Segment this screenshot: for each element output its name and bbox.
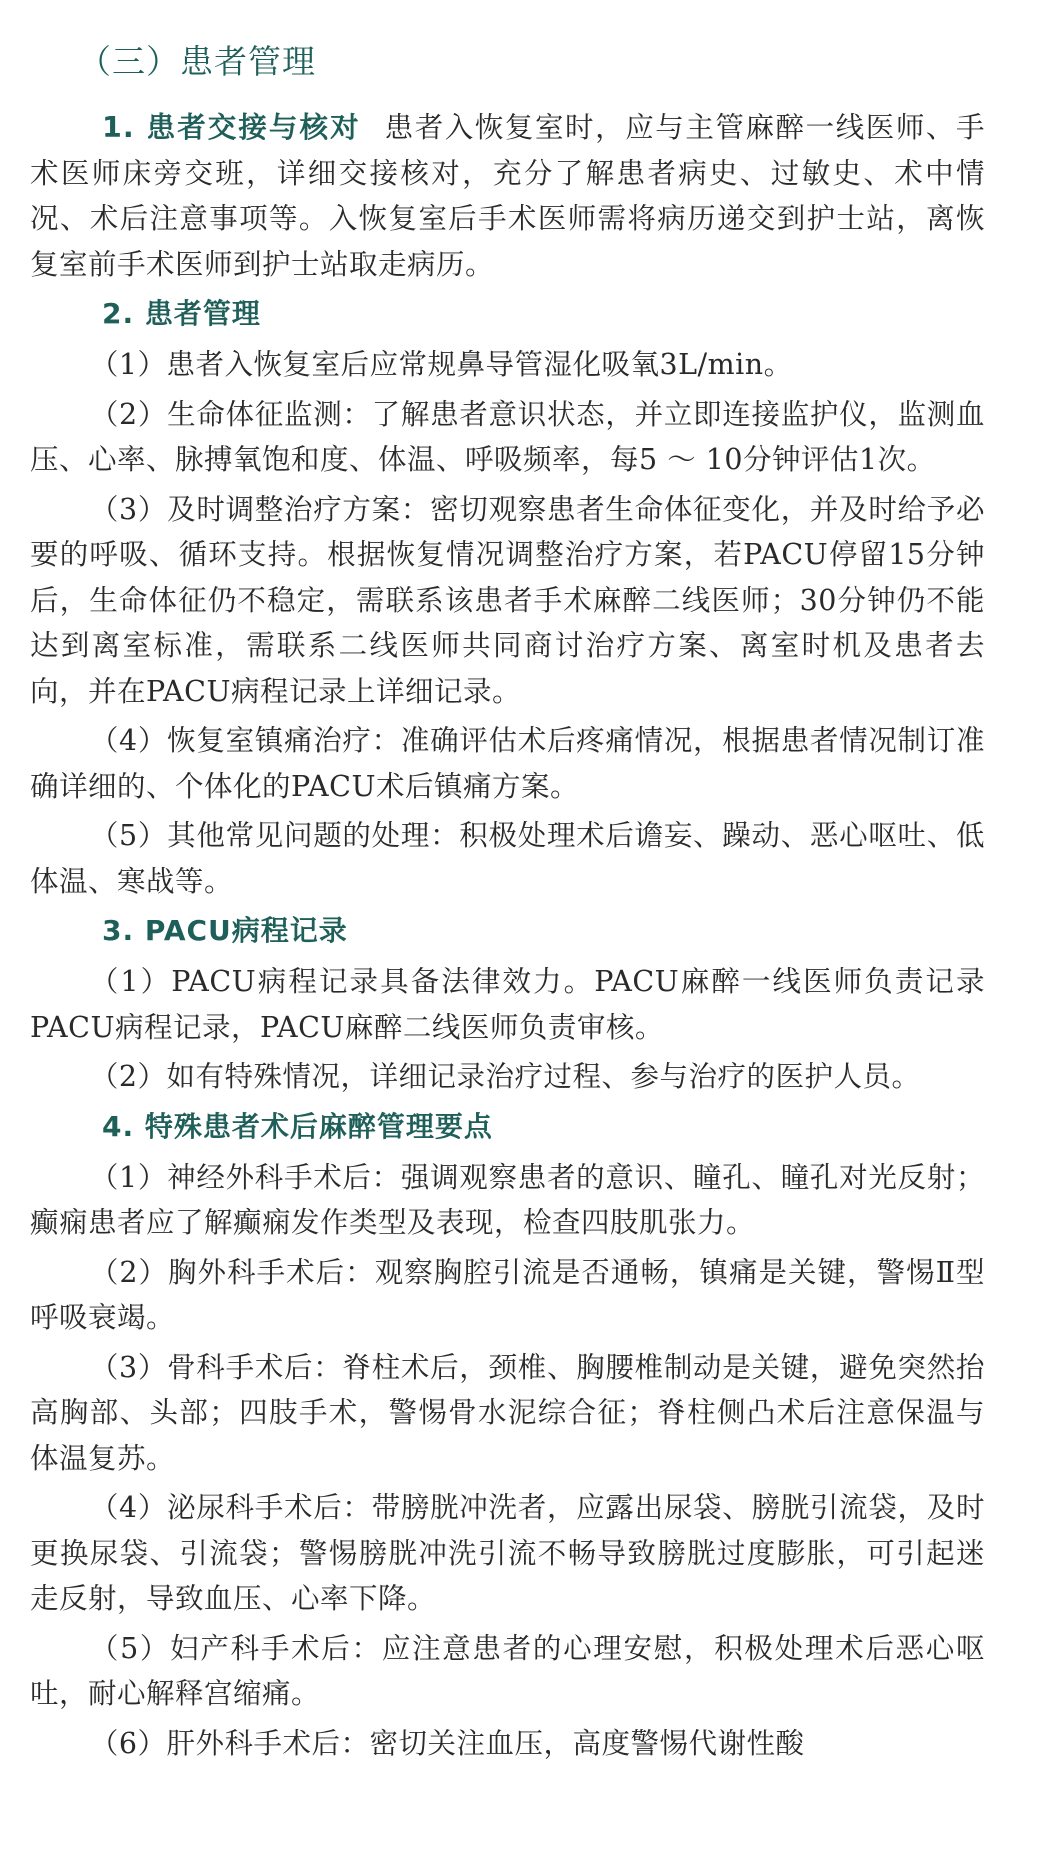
pacu-record-item-2: （2）如有特殊情况，详细记录治疗过程、参与治疗的医护人员。 xyxy=(89,1060,921,1093)
patient-mgmt-item-5: （5）其他常见问题的处理：积极处理术后谵妄、躁动、恶心呕吐、低体温、寒战等。 xyxy=(30,819,985,898)
patient-mgmt-item-1: （1）患者入恢复室后应常规鼻导管湿化吸氧3L/min。 xyxy=(89,348,793,381)
special-item-2: （2）胸外科手术后：观察胸腔引流是否通畅，镇痛是关键，警惕Ⅱ型呼吸衰竭。 xyxy=(30,1255,985,1334)
patient-mgmt-item-3: （3）及时调整治疗方案：密切观察患者生命体征变化，并及时给予必要的呼吸、循环支持。根据恢复情况调整治疗方案，若PACU停留15分钟后，生命体征仍不稳定，需联系该患者手术麻醉二线医师；30分钟仍不能达到离室标准，需联系二线医师共同商讨治疗方案、离室时机及患者去向，并在PACU病程记录上详细记录。 xyxy=(30,492,985,708)
section-title: （三）患者管理 xyxy=(78,42,316,81)
special-item-5: （5）妇产科手术后：应注意患者的心理安慰，积极处理术后恶心呕吐，耐心解释宫缩痛。 xyxy=(30,1631,985,1710)
handover-text: 患者入恢复室时，应与主管麻醉一线医师、手术医师床旁交班，详细交接核对，充分了解患者病史、过敏史、术中情况、术后注意事项等。入恢复室后手术医师需将病历递交到护士站，离恢复室前手术医师到护士站取走病历。 xyxy=(30,111,985,281)
special-item-6: （6）肝外科手术后：密切关注血压，高度警惕代谢性酸 xyxy=(89,1726,805,1760)
patient-mgmt-item-4: （4）恢复室镇痛治疗：准确评估术后疼痛情况，根据患者情况制订准确详细的、个体化的PACU术后镇痛方案。 xyxy=(30,724,985,803)
heading-special-patients: 4. 特殊患者术后麻醉管理要点 xyxy=(102,1109,493,1143)
patient-mgmt-item-2: （2）生命体征监测：了解患者意识状态，并立即连接监护仪，监测血压、心率、脉搏氧饱和度、体温、呼吸频率，每5 ～ 10分钟评估1次。 xyxy=(30,397,985,476)
special-item-3: （3）骨科手术后：脊柱术后，颈椎、胸腰椎制动是关键，避免突然抬高胸部、头部；四肢手术，警惕骨水泥综合征；脊柱侧凸术后注意保温与体温复苏。 xyxy=(30,1350,985,1475)
heading-handover: 1. 患者交接与核对 xyxy=(102,111,361,144)
heading-patient-management: 2. 患者管理 xyxy=(102,297,261,330)
pacu-record-item-1: （1）PACU病程记录具备法律效力。PACU麻醉一线医师负责记录PACU病程记录，PACU麻醉二线医师负责审核。 xyxy=(30,965,985,1044)
special-item-1: （1）神经外科手术后：强调观察患者的意识、瞳孔、瞳孔对光反射；癫痫患者应了解癫痫发作类型及表现，检查四肢肌张力。 xyxy=(30,1160,985,1239)
heading-pacu-record: 3. PACU病程记录 xyxy=(102,914,348,947)
document-page xyxy=(30,28,985,1770)
handover-paragraph xyxy=(30,105,985,287)
special-item-4: （4）泌尿科手术后：带膀胱冲洗者，应露出尿袋、膀胱引流袋，及时更换尿袋、引流袋；警惕膀胱冲洗引流不畅导致膀胱过度膨胀，可引起迷走反射，导致血压、心率下降。 xyxy=(30,1491,985,1615)
